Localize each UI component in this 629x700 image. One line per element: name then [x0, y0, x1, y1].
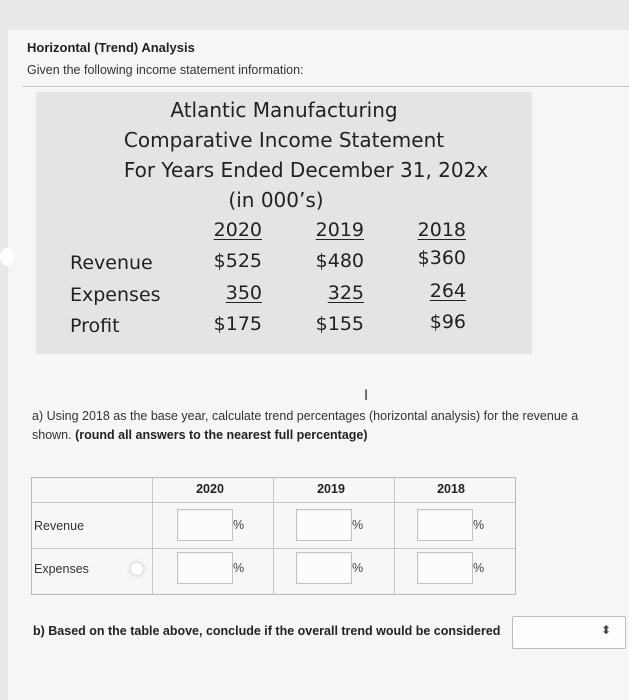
- revenue-2018-input[interactable]: [417, 509, 473, 541]
- column-header-2019: 2019: [317, 482, 345, 496]
- statement-value: $525: [213, 250, 262, 272]
- revenue-2020-input[interactable]: [177, 509, 233, 541]
- expenses-2020-input[interactable]: [177, 552, 233, 584]
- text-cursor-icon: I: [364, 388, 369, 404]
- question-a-rounding-note: (round all answers to the nearest full percentage): [75, 428, 368, 442]
- percent-label: %: [473, 518, 485, 532]
- table-divider: [32, 502, 515, 503]
- statement-period: For Years Ended December 31, 202x: [123, 158, 489, 182]
- percent-label: %: [233, 518, 245, 532]
- light-glare: [0, 248, 14, 266]
- table-divider: [394, 478, 395, 594]
- statement-units: (in 000’s): [228, 188, 324, 212]
- statement-year-2019: 2019: [315, 219, 364, 241]
- up-down-arrow-icon: ⬍: [600, 623, 611, 637]
- statement-value: $360: [417, 247, 466, 269]
- section-subtitle: Given the following income statement information:: [27, 63, 304, 77]
- statement-year-2020: 2020: [213, 219, 262, 241]
- light-reflection: [131, 563, 143, 575]
- table-divider: [152, 478, 153, 594]
- percent-label: %: [352, 561, 364, 575]
- table-divider: [273, 478, 274, 594]
- percent-label: %: [233, 561, 245, 575]
- trend-table: [31, 477, 516, 595]
- column-header-2020: 2020: [196, 482, 224, 496]
- divider: [22, 86, 629, 87]
- section-title: Horizontal (Trend) Analysis: [27, 40, 195, 55]
- statement-value: 264: [429, 280, 466, 302]
- table-row-label-revenue: Revenue: [34, 519, 85, 533]
- expenses-2018-input[interactable]: [417, 552, 473, 584]
- statement-company: Atlantic Manufacturing: [170, 98, 398, 122]
- statement-value: 350: [225, 282, 262, 304]
- statement-value: $155: [315, 313, 364, 335]
- statement-value: 325: [327, 282, 364, 304]
- column-header-2018: 2018: [437, 482, 465, 496]
- trend-conclusion-select[interactable]: [512, 616, 626, 649]
- income-statement-image: [36, 92, 532, 354]
- percent-label: %: [473, 561, 485, 575]
- percent-label: %: [352, 518, 364, 532]
- question-a: [32, 407, 629, 445]
- question-a-text: a) Using 2018 as the base year, calculate trend percentages (horizontal analysis) for the revenue a: [32, 409, 579, 423]
- statement-name: Comparative Income Statement: [123, 128, 445, 152]
- statement-value: $96: [429, 311, 466, 333]
- statement-row-label: Profit: [70, 315, 120, 337]
- table-row-label-expenses: Expenses: [34, 562, 89, 576]
- expenses-2019-input[interactable]: [296, 552, 352, 584]
- statement-value: $480: [315, 250, 364, 272]
- question-a-text-2: shown.: [32, 428, 76, 442]
- statement-year-2018: 2018: [417, 219, 466, 241]
- question-b: b) Based on the table above, conclude if the overall trend would be considered: [33, 624, 501, 638]
- statement-row-label: Expenses: [70, 284, 161, 306]
- table-divider: [32, 548, 515, 549]
- statement-value: $175: [213, 313, 262, 335]
- revenue-2019-input[interactable]: [296, 509, 352, 541]
- statement-row-label: Revenue: [70, 252, 153, 274]
